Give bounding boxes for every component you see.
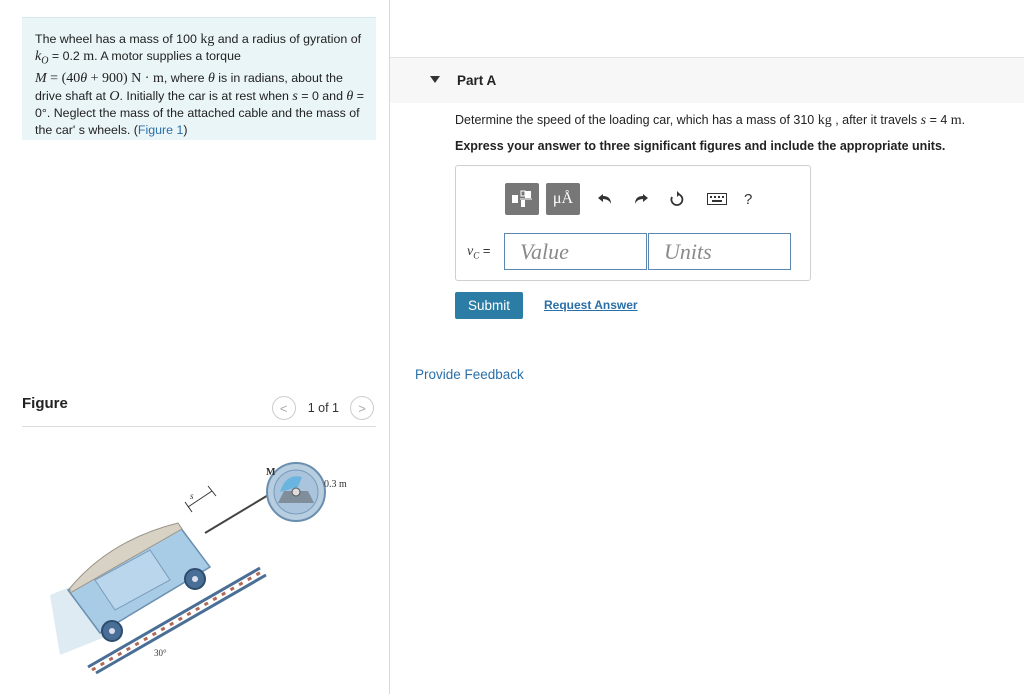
problem-text: ): [183, 122, 188, 137]
problem-text: The wheel has a mass of 100: [35, 32, 201, 46]
label-angle: 30°: [154, 648, 167, 658]
unit-m: m: [950, 113, 962, 128]
undo-icon: [597, 192, 613, 206]
question-panel: [390, 0, 1024, 694]
problem-text: . Initially the car is at rest when: [119, 88, 293, 103]
part-a-header[interactable]: [390, 57, 1024, 103]
problem-text: . A motor supplies a torque: [94, 49, 241, 64]
unit-kg: kg: [817, 113, 832, 128]
instruction-text: Express your answer to three significant figures and include the appropriate units.: [455, 139, 946, 153]
units-button[interactable]: [546, 183, 580, 215]
equals-sign: =: [479, 243, 491, 258]
caret-down-icon[interactable]: [430, 76, 440, 83]
unit-kg: kg: [200, 32, 215, 47]
submit-button[interactable]: Submit: [455, 292, 523, 319]
answer-box: [455, 165, 811, 281]
next-figure-button[interactable]: [350, 396, 374, 420]
figure-pager: [272, 396, 374, 420]
answer-toolbar: [505, 183, 752, 215]
math-expr: + 900) N · m: [87, 71, 164, 87]
problem-statement: [22, 17, 376, 140]
question-part: = 4: [926, 113, 951, 127]
figure-header: [22, 392, 376, 427]
problem-text: = 0.2: [48, 49, 84, 64]
problem-text: is in radians, about the drive shaft at: [35, 71, 343, 103]
value-input[interactable]: Value: [504, 233, 647, 270]
help-button[interactable]: ?: [744, 190, 753, 208]
keyboard-icon: [707, 193, 727, 205]
math-s: s: [292, 88, 298, 104]
label-M: M: [266, 467, 276, 478]
question-part: .: [961, 113, 966, 127]
reset-button[interactable]: [666, 188, 688, 210]
problem-text: and a radius of gyration of: [214, 32, 362, 46]
reset-icon: [669, 191, 685, 207]
math-theta: θ: [80, 71, 88, 87]
math-v: v: [467, 244, 474, 259]
loading-car-figure: [40, 455, 347, 685]
provide-feedback-link[interactable]: Provide Feedback: [415, 367, 524, 382]
undo-button[interactable]: [594, 188, 616, 210]
template-button[interactable]: [505, 183, 539, 215]
variable-label: [467, 243, 490, 261]
math-expr: = (40: [46, 71, 81, 87]
problem-text: , where: [163, 71, 208, 86]
redo-icon: [633, 192, 649, 206]
question-part: , after it travels: [831, 113, 921, 127]
math-M: M: [35, 71, 47, 87]
math-s: s: [920, 113, 927, 128]
problem-text: = 0 and: [297, 88, 347, 103]
prev-figure-button[interactable]: [272, 396, 296, 420]
math-k: k: [35, 49, 42, 65]
math-O: O: [109, 88, 120, 104]
label-radius: 0.3 m: [324, 479, 347, 490]
part-title: Part A: [457, 73, 497, 88]
problem-panel: [0, 0, 389, 694]
math-theta: θ: [207, 71, 215, 87]
chevron-left-icon: <: [279, 400, 288, 416]
keyboard-button[interactable]: [706, 188, 728, 210]
redo-button[interactable]: [630, 188, 652, 210]
math-sub-c: C: [473, 250, 480, 261]
figure-title: Figure: [22, 395, 68, 412]
problem-text: = 0°. Neglect the mass of the attached cable and the mass of the car' s wheels. (: [35, 88, 364, 137]
figure-link[interactable]: Figure 1: [137, 122, 184, 137]
figure-page-count: 1 of 1: [307, 401, 339, 415]
label-s: s: [190, 491, 194, 501]
question-part: Determine the speed of the loading car, which has a mass of 310: [455, 113, 818, 127]
motor-wheel: [267, 463, 325, 521]
template-icon: [511, 190, 533, 208]
unit-m: m: [83, 49, 95, 65]
units-input[interactable]: Units: [648, 233, 791, 270]
units-icon: μÅ: [552, 190, 574, 207]
request-answer-link[interactable]: Request Answer: [544, 298, 638, 312]
question-text: [455, 113, 965, 129]
math-sub-o: O: [41, 55, 49, 67]
chevron-right-icon: >: [358, 400, 366, 416]
math-theta: θ: [346, 88, 354, 104]
